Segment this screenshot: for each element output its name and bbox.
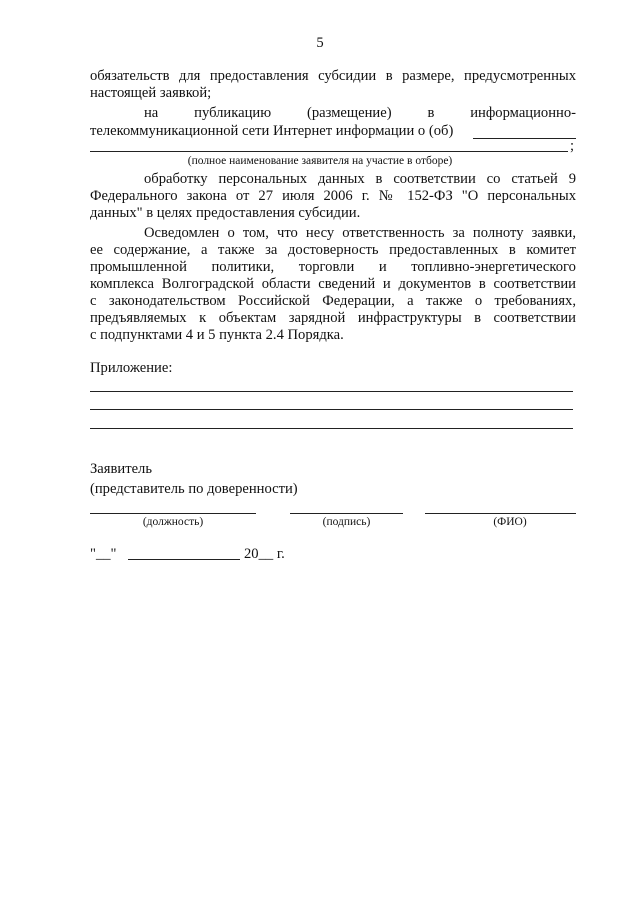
word: политики, <box>211 259 275 275</box>
paragraph-4-line-4: комплекса Волгоградской области сведений и документов в соответствии <box>90 276 576 292</box>
word: торговли <box>298 259 355 275</box>
position-blank <box>90 513 256 514</box>
signature-caption: (подпись) <box>322 516 371 528</box>
attachment-label: Приложение: <box>90 360 173 376</box>
word: публикацию <box>194 105 272 121</box>
date-year: 20__ г. <box>244 546 285 562</box>
paragraph-4-line-2: ее содержание, а также за достоверность предоставленных в комитет <box>90 242 576 258</box>
applicant-name-caption: (полное наименование заявителя на участие в отборе) <box>187 155 453 167</box>
paragraph-4-line-1: Осведомлен о том, что несу ответственность за полноту заявки, <box>144 225 576 241</box>
position-caption: (должность) <box>142 516 204 528</box>
paragraph-1-line-2: настоящей заявкой; <box>90 85 212 101</box>
paragraph-4-line-7: с подпунктами 4 и 5 пункта 2.4 Порядка. <box>90 327 344 343</box>
date-month-blank <box>128 559 240 560</box>
word: топливно-энергетического <box>411 259 576 275</box>
word: (размещение) <box>307 105 392 121</box>
fio-blank <box>425 513 576 514</box>
word: в <box>427 105 435 121</box>
word: промышленной <box>90 259 187 275</box>
paragraph-3-line-2: Федерального закона от 27 июля 2006 г. № 152-ФЗ "О персональных <box>90 188 576 204</box>
semicolon: ; <box>570 138 575 154</box>
attachment-blank-3 <box>90 428 573 429</box>
paragraph-4-line-3 <box>90 259 576 276</box>
paragraph-3-line-1: обработку персональных данных в соответствии со статьей 9 <box>144 171 576 187</box>
paragraph-3-line-3: данных" в целях предоставления субсидии. <box>90 205 361 221</box>
attachment-blank-1 <box>90 391 573 392</box>
applicant-name-blank-1 <box>473 138 576 139</box>
paragraph-2-line-2: телекоммуникационной сети Интернет информации о (об) <box>90 123 454 139</box>
word: информационно- <box>470 105 576 121</box>
paragraph-4-line-6: предъявляемых к объектам зарядной инфраструктуры в соответствии <box>90 310 576 326</box>
word: и <box>378 259 387 275</box>
paragraph-2-line-1 <box>144 105 576 122</box>
page-number: 5 <box>316 35 324 51</box>
fio-caption: (ФИО) <box>493 516 527 528</box>
paragraph-4-line-5: с законодательством Российской Федерации, а также о требованиях, <box>90 293 576 309</box>
applicant-label: Заявитель <box>90 461 152 477</box>
word: на <box>144 105 159 121</box>
applicant-representative-label: (представитель по доверенности) <box>90 481 298 497</box>
signature-blank <box>290 513 403 514</box>
applicant-name-blank-2 <box>90 151 568 152</box>
date-day: "__" <box>90 546 117 562</box>
attachment-blank-2 <box>90 409 573 410</box>
paragraph-1-line-1: обязательств для предоставления субсидии в размере, предусмотренных <box>90 68 576 84</box>
